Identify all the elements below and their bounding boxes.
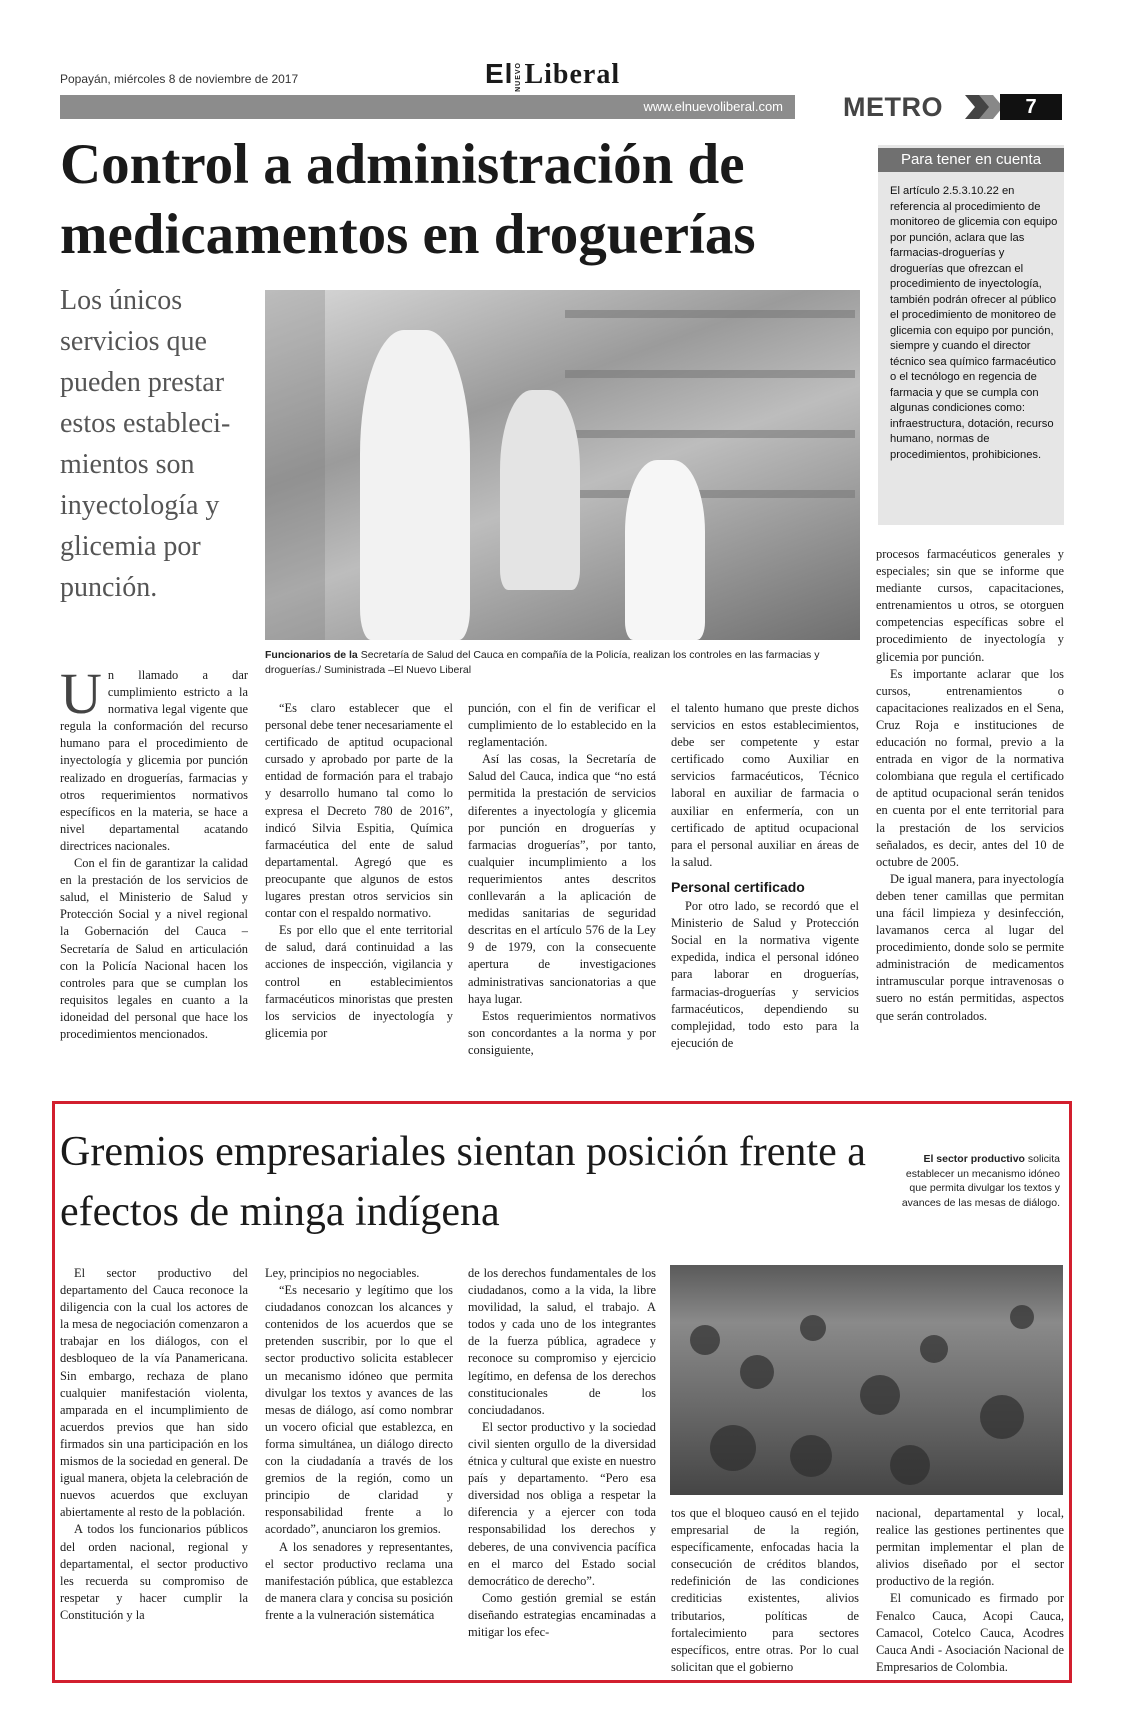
article2-col1-p2: A todos los funcionarios públicos del orden nacional, regional y departamental, el sector productivo les recuerda su compromiso de respetar y hacer cumplir la Constitución y la [60,1522,248,1622]
photo1-caption-bold: Funcionarios de la [265,649,358,661]
page-number: 7 [1000,94,1062,120]
article1-col2-p2: Es por ello que el ente territorial de salud, dará continuidad a las acciones de inspección, vigilancia y control en establecimientos farmacéuticos minoristas que presten los servicios de inyectología y glicemia por [265,923,453,1040]
section-arrow-icon [965,95,1005,119]
article1-column-3 [468,700,656,1059]
article1-col4-p1: el talento humano que preste dichos servicios en estos establecimientos, debe ser competente y estar certificado como Auxiliar en servicios farmacéuticos, Técnico laboral en auxiliar de farmacia o auxiliar en enfermería, con un certificado de aptitud ocupacional para el personal auxiliar en áreas de la salud. [671,701,859,869]
article1-headline: Control a administración de medicamentos en droguerías [60,133,756,266]
article2-headline: Gremios empresariales sientan posición frente a efectos de minga indígena [60,1129,866,1235]
newspaper-logo [485,58,620,92]
article1-column-4 [671,700,859,1052]
article1-col5-p2: Es importante aclarar que los cursos, entrenamientos o capacitaciones realizados en el Sena, Cruz Roja e instituciones de educación no formal, previo a la entrada en vigor de la normativa colombiana que regula el certificado de aptitud ocupacional serán tenidos en cuenta por el ente territorial para la prestación de los servicios señalados, es decir, antes del 10 de octubre de 2005. [876,666,1064,869]
minga-meeting-photo [670,1265,1063,1495]
pharmacy-photo [265,290,860,640]
article2-column-5 [876,1505,1064,1676]
photo1-caption [265,648,860,678]
article1-col3-p2: Así las cosas, la Secretaría de Salud del Cauca, indica que “no está permitida la prestación de servicios diferentes a inyectología y glicemia por punción en droguerías y farmacias droguerías”, por tanto, cualquier incumplimiento a los requerimientos antes descritos conllevarán a la aplicación de medidas sanitarias de seguridad descritas en el artículo 576 de la Ley 9 de 1979, con la consecuente apertura de investigaciones administrativas sancionatorias a que haya lugar. [468,752,656,1006]
article1-column-2 [265,700,453,1042]
article1-col4-p2: Por otro lado, se recordó que el Ministerio de Salud y Protección Social en la normativa vigente expedida, indica el personal idóneo para laborar en droguerías, farmacias-droguerías y servicios farmacéuticos, dependiendo su complejidad, todo esto para la ejecución de [671,899,859,1050]
article2-col3-p2: El sector productivo y la sociedad civil sienten orgullo de la diversidad étnica y cultural que existe en nuestro país y departamento. “Pero esa diversidad nos obliga a respetar la diferencia y a ejercer con toda responsabilidad los derechos y deberes, de una convivencia pacífica en el marco del Estado social democrático de derecho”. [468,1419,656,1588]
logo-nuevo: NUEVO [515,61,523,92]
article2-column-1 [60,1265,248,1624]
article2-col4-p1: tos que el bloqueo causó en el tejido empresarial de la región, específicamente, enfocadas hacia la consecución de créditos blandos, redefinición de las condiciones crediticias existentes, alivios tributarios, políticas de fortalecimiento para sectores específicos, entre otras. Por lo cual solicitan que el gobierno [671,1506,859,1674]
section-name: METRO [843,92,943,122]
site-url[interactable]: www.elnuevoliberal.com [643,99,783,114]
photo2-caption-text: solicita establecer un mecanismo idóneo que permita divulgar los textos y avances de las mesas de diálogo. [901,1153,1060,1209]
logo-el: El [485,58,514,89]
article2-col2-p1: Ley, principios no negociables. [265,1266,420,1280]
photo2-caption-bold: El sector productivo [923,1153,1025,1165]
article1-col1-p1: n llamado a dar cumplimiento estricto a la normativa legal vigente que regula la conformación del recurso humano para el procedimiento de inyectología y glicemia por punción realizado en droguerías, farmacias y otros requerimientos normativos específicos en la materia, se hace a nivel departamental acatando directrices nacionales. [60,668,248,853]
article2-col3-p3: Como gestión gremial se están diseñando estrategias encaminadas a mitigar los efec- [468,1590,656,1639]
photo1-caption-text: Secretaría de Salud del Cauca en compañía de la Policía, realizan los controles en las farmacias y droguerías./ Suministrada –El Nuevo Liberal [265,649,820,676]
article1-col3-p3: Estos requerimientos normativos son concordantes a la norma y por consiguiente, [468,1008,656,1057]
dropcap: U [60,661,102,726]
sidebar-text: El artículo 2.5.3.10.22 en referencia al procedimiento de monitoreo de glicemia con equipo por punción, aclara que las farmacias-droguerías y droguerías que ofrezcan el procedimiento de inyectología, también podrán ofrecer al público el procedimiento de monitoreo de glicemia con equipo por punción, siempre y cuando el director técnico sea químico farmacéutico o el tecnólogo en regencia de farmacia y que se cumpla con algunas condiciones como: infraestructura, dotación, recurso humano, normas de procedimientos, prohibiciones. [890,185,1058,461]
article1-subhead: Personal certificado [671,878,805,895]
article1-column-5 [876,546,1064,1025]
article1-col5-p1: procesos farmacéuticos generales y especiales; sin que se informe que mediante cursos, capacitaciones, entrenamientos u otros, se otorguen competencias específicas sobre el procedimiento de inyectología y glicemia por punción. [876,547,1064,664]
article2-col5-p1: nacional, departamental y local, realice las gestiones pertinentes que permitan implementar el plan de alivios diseñado por el sector productivo de la región. [876,1506,1064,1589]
article2-col1-p1: El sector productivo del departamento del Cauca reconoce la diligencia con la cual los actores de la mesa de negociación comenzaron a trabajar en los diálogos, con el desbloqueo de la vía Panamericana. Sin embargo, rechaza de plano cualquier manifestación violenta, amparada en el incumplimiento de acuerdos previos que han sido firmados sin una participación en los mismos de la sociedad en general. De igual manera, objeta la celebración de nuevos acuerdos que excluyan abiertamente al resto de la población. [60,1266,248,1520]
dateline: Popayán, miércoles 8 de noviembre de 2017 [60,72,299,86]
article1-col1-p2: Con el fin de garantizar la calidad en la prestación de los servicios de salud, el Ministerio de Salud y Protección Social y a nivel regional la Gobernación del Cauca – Secretaría de Salud en articulación con la Policía Nacional hacen los controles para que se cumplan los requisitos legales en cuanto a la idoneidad del personal que hace los procedimientos mencionados. [60,856,248,1041]
url-bar [60,95,795,119]
photo2-caption [900,1152,1060,1210]
article2-column-2 [265,1265,453,1624]
article2-col2-p2: “Es necesario y legítimo que los ciudadanos conozcan los alcances y contenidos de los acuerdos que se pretenden suscribir, por lo que el sector productivo solicita establecer un mecanismo idóneo que permita divulgar los textos y avances de las mesas de diálogo, así como nombrar un vocero oficial que establezca, en forma simultánea, un diálogo directo con la ciudadanía a través de los gremios de la región, como un principio de claridad y responsabilidad frente a lo acordado”, anunciaron los gremios. [265,1283,453,1537]
article1-deck: Los únicos servicios que pueden prestar estos estableci-mientos son inyectología y glicemia por punción. [60,285,231,603]
sidebar-title: Para tener en cuenta [878,148,1064,172]
article1-col3-p1: punción, con el fin de verificar el cumplimiento de lo establecido en la reglamentación. [468,701,656,750]
article2-column-3 [468,1265,656,1641]
article1-column-1 [60,661,248,1043]
article2-column-4 [671,1505,859,1676]
article2-col2-p3: A los senadores y representantes, el sector productivo reclama una manifestación pública, que establezca de manera clara y concisa su posición frente a la vulneración sistemática [265,1539,453,1622]
article1-col2-p1: “Es claro establecer que el personal debe tener necesariamente el certificado de aptitud ocupacional cursado y aprobado por parte de la entidad de formación para el trabajo y desarrollo humano tal como lo expresa el Decreto 780 de 2016”, indicó Silvia Espitia, Química farmacéutica del ente de salud departamental. Agregó que es preocupante que algunos de estos lugares prestan otros servicios sin contar con el respaldo normativo. [265,701,453,921]
logo-liberal: Liberal [524,59,621,90]
article2-col5-p2: El comunicado es firmado por Fenalco Cauca, Acopi Cauca, Camacol, Cotelco Cauca, Acodres Cauca Andi - Asociación Nacional de Empresarios de Colombia. [876,1591,1064,1674]
article2-col3-p1: de los derechos fundamentales de los ciudadanos, como a la vida, la libre movilidad, la salud, el trabajo. A todos y cada uno de los integrantes de la fuerza pública, agradece y reconoce su compromiso y ejercicio legítimo, en defensa de los derechos constitucionales de los conciudadanos. [468,1266,656,1417]
article1-col5-p3: De igual manera, para inyectología deben tener camillas que permitan una fácil limpieza y desinfección, lavamanos cerca al lugar del procedimiento, donde solo se permite administración de medicamentos intramuscular porque intravenosas o suero no están permitidas, aspectos que serán controlados. [876,871,1064,1023]
